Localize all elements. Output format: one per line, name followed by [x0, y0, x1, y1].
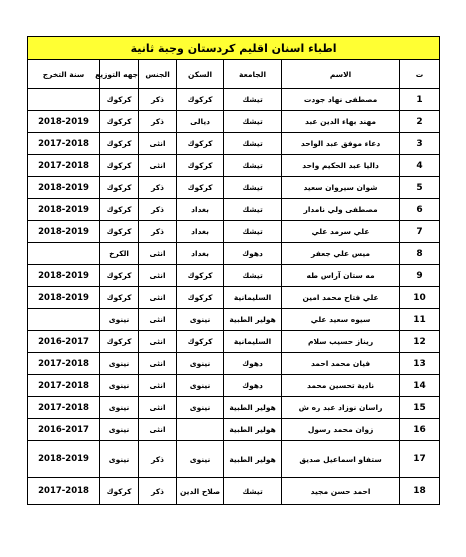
- cell-grad-year: 2018-2019: [28, 177, 100, 199]
- cell-no: 6: [400, 199, 440, 221]
- cell-grad-year: 2018-2019: [28, 441, 100, 478]
- cell-no: 8: [400, 243, 440, 265]
- cell-name: احمد حسن مجيد: [282, 478, 400, 505]
- cell-distribution: كركوك: [100, 331, 139, 353]
- cell-name: ستفاو اسماعيل صديق: [282, 441, 400, 478]
- cell-no: 10: [400, 287, 440, 309]
- cell-university: تيشك: [224, 478, 282, 505]
- cell-grad-year: 2018-2019: [28, 287, 100, 309]
- cell-gender: ذكر: [139, 441, 177, 478]
- cell-gender: انثى: [139, 331, 177, 353]
- header-no: ت: [400, 60, 440, 89]
- cell-no: 14: [400, 375, 440, 397]
- table-title: اطباء اسنان اقليم كردستان وجبة ثانية: [28, 37, 440, 60]
- cell-no: 4: [400, 155, 440, 177]
- cell-distribution: كركوك: [100, 199, 139, 221]
- cell-residence: كركوك: [177, 287, 224, 309]
- cell-university: تيشك: [224, 199, 282, 221]
- header-university: الجامعة: [224, 60, 282, 89]
- table-row: [28, 265, 440, 287]
- cell-name: سيوه سعيد علي: [282, 309, 400, 331]
- cell-gender: انثى: [139, 353, 177, 375]
- cell-university: تيشك: [224, 111, 282, 133]
- table-row: [28, 287, 440, 309]
- cell-university: تيشك: [224, 221, 282, 243]
- cell-university: السليمانية: [224, 331, 282, 353]
- cell-distribution: الكرخ: [100, 243, 139, 265]
- header-distribution: جهه التوزيع: [100, 60, 139, 89]
- cell-name: فيان محمد احمد: [282, 353, 400, 375]
- cell-gender: انثى: [139, 155, 177, 177]
- cell-distribution: نينوى: [100, 375, 139, 397]
- cell-no: 2: [400, 111, 440, 133]
- cell-grad-year: 2016-2017: [28, 419, 100, 441]
- cell-grad-year: 2018-2019: [28, 199, 100, 221]
- cell-name: مصطفى ولي نامدار: [282, 199, 400, 221]
- cell-no: 9: [400, 265, 440, 287]
- cell-residence: صلاح الدين: [177, 478, 224, 505]
- cell-grad-year: [28, 243, 100, 265]
- cell-gender: انثى: [139, 133, 177, 155]
- cell-grad-year: 2018-2019: [28, 221, 100, 243]
- table-row: [28, 441, 440, 478]
- cell-gender: ذكر: [139, 111, 177, 133]
- spreadsheet: [27, 36, 439, 505]
- cell-distribution: كركوك: [100, 133, 139, 155]
- cell-university: دهوك: [224, 353, 282, 375]
- cell-distribution: نينوى: [100, 419, 139, 441]
- cell-name: علي سرمد علي: [282, 221, 400, 243]
- table-row: [28, 478, 440, 505]
- cell-grad-year: 2018-2019: [28, 111, 100, 133]
- cell-no: 12: [400, 331, 440, 353]
- table-row: [28, 331, 440, 353]
- cell-name: ميس علي جعفر: [282, 243, 400, 265]
- cell-name: علي فتاح محمد امين: [282, 287, 400, 309]
- cell-residence: كركوك: [177, 89, 224, 111]
- cell-no: 7: [400, 221, 440, 243]
- cell-gender: ذكر: [139, 221, 177, 243]
- cell-name: شوان سيروان سعيد: [282, 177, 400, 199]
- cell-gender: انثى: [139, 265, 177, 287]
- cell-residence: نينوى: [177, 375, 224, 397]
- cell-name: نادية تحسين محمد: [282, 375, 400, 397]
- cell-no: 16: [400, 419, 440, 441]
- cell-residence: كركوك: [177, 265, 224, 287]
- cell-university: السليمانية: [224, 287, 282, 309]
- table-row: [28, 111, 440, 133]
- cell-university: تيشك: [224, 265, 282, 287]
- cell-distribution: نينوى: [100, 397, 139, 419]
- cell-name: مصطفى نهاد جودت: [282, 89, 400, 111]
- cell-residence: ديالى: [177, 111, 224, 133]
- cell-gender: انثى: [139, 397, 177, 419]
- cell-name: دعاء موفق عبد الواحد: [282, 133, 400, 155]
- cell-residence: بغداد: [177, 243, 224, 265]
- cell-residence: نينوى: [177, 441, 224, 478]
- cell-gender: ذكر: [139, 478, 177, 505]
- cell-university: هولير الطبية: [224, 309, 282, 331]
- cell-distribution: كركوك: [100, 221, 139, 243]
- table-row: [28, 353, 440, 375]
- cell-distribution: كركوك: [100, 478, 139, 505]
- header-residence: السكن: [177, 60, 224, 89]
- cell-distribution: كركوك: [100, 265, 139, 287]
- cell-university: تيشك: [224, 133, 282, 155]
- cell-no: 1: [400, 89, 440, 111]
- cell-residence: كركوك: [177, 133, 224, 155]
- cell-grad-year: 2017-2018: [28, 133, 100, 155]
- cell-residence: كركوك: [177, 155, 224, 177]
- cell-name: راسان نوزاد عبد ره ش: [282, 397, 400, 419]
- table-row: [28, 133, 440, 155]
- cell-gender: انثى: [139, 375, 177, 397]
- cell-distribution: كركوك: [100, 155, 139, 177]
- cell-residence: بغداد: [177, 221, 224, 243]
- cell-university: هولير الطبية: [224, 419, 282, 441]
- cell-gender: انثى: [139, 309, 177, 331]
- cell-residence: نينوى: [177, 309, 224, 331]
- cell-distribution: نينوى: [100, 353, 139, 375]
- cell-no: 17: [400, 441, 440, 478]
- table-row: [28, 375, 440, 397]
- table-row: [28, 155, 440, 177]
- cell-residence: نينوى: [177, 397, 224, 419]
- cell-gender: ذكر: [139, 199, 177, 221]
- cell-name: ريناز حسيب سلام: [282, 331, 400, 353]
- cell-no: 18: [400, 478, 440, 505]
- cell-university: تيشك: [224, 155, 282, 177]
- cell-university: تيشك: [224, 89, 282, 111]
- cell-distribution: كركوك: [100, 287, 139, 309]
- cell-university: دهوك: [224, 375, 282, 397]
- cell-residence: بغداد: [177, 199, 224, 221]
- cell-grad-year: 2018-2019: [28, 265, 100, 287]
- cell-name: زوان محمد رسول: [282, 419, 400, 441]
- cell-gender: انثى: [139, 243, 177, 265]
- cell-distribution: كركوك: [100, 111, 139, 133]
- header-row: [28, 60, 440, 89]
- cell-distribution: كركوك: [100, 89, 139, 111]
- cell-grad-year: 2016-2017: [28, 331, 100, 353]
- cell-grad-year: 2017-2018: [28, 155, 100, 177]
- cell-residence: [177, 419, 224, 441]
- cell-grad-year: 2017-2018: [28, 353, 100, 375]
- header-grad-year: سنة التخرج: [28, 60, 100, 89]
- table-row: [28, 419, 440, 441]
- cell-name: داليا عبد الحكيم واحد: [282, 155, 400, 177]
- cell-name: مهند بهاء الدين عبد: [282, 111, 400, 133]
- cell-distribution: نينوى: [100, 309, 139, 331]
- header-name: الاسم: [282, 60, 400, 89]
- table-row: [28, 177, 440, 199]
- header-gender: الجنس: [139, 60, 177, 89]
- table-row: [28, 243, 440, 265]
- cell-residence: نينوى: [177, 353, 224, 375]
- cell-name: مه ستان آراس طه: [282, 265, 400, 287]
- cell-no: 11: [400, 309, 440, 331]
- cell-distribution: كركوك: [100, 177, 139, 199]
- table-body: [28, 89, 440, 505]
- cell-no: 5: [400, 177, 440, 199]
- cell-grad-year: [28, 89, 100, 111]
- cell-gender: ذكر: [139, 177, 177, 199]
- cell-gender: انثى: [139, 287, 177, 309]
- cell-university: هولير الطبية: [224, 397, 282, 419]
- cell-residence: كركوك: [177, 177, 224, 199]
- cell-distribution: نينوى: [100, 441, 139, 478]
- table-row: [28, 199, 440, 221]
- cell-grad-year: 2017-2018: [28, 397, 100, 419]
- cell-grad-year: 2017-2018: [28, 375, 100, 397]
- cell-gender: ذكر: [139, 89, 177, 111]
- cell-university: دهوك: [224, 243, 282, 265]
- table-row: [28, 397, 440, 419]
- cell-no: 3: [400, 133, 440, 155]
- table-row: [28, 309, 440, 331]
- table-row: [28, 221, 440, 243]
- cell-no: 13: [400, 353, 440, 375]
- cell-grad-year: 2017-2018: [28, 478, 100, 505]
- cell-gender: انثى: [139, 419, 177, 441]
- cell-residence: كركوك: [177, 331, 224, 353]
- doctors-table: [27, 36, 440, 505]
- cell-university: تيشك: [224, 177, 282, 199]
- cell-university: هولير الطبية: [224, 441, 282, 478]
- table-row: [28, 89, 440, 111]
- cell-no: 15: [400, 397, 440, 419]
- cell-grad-year: [28, 309, 100, 331]
